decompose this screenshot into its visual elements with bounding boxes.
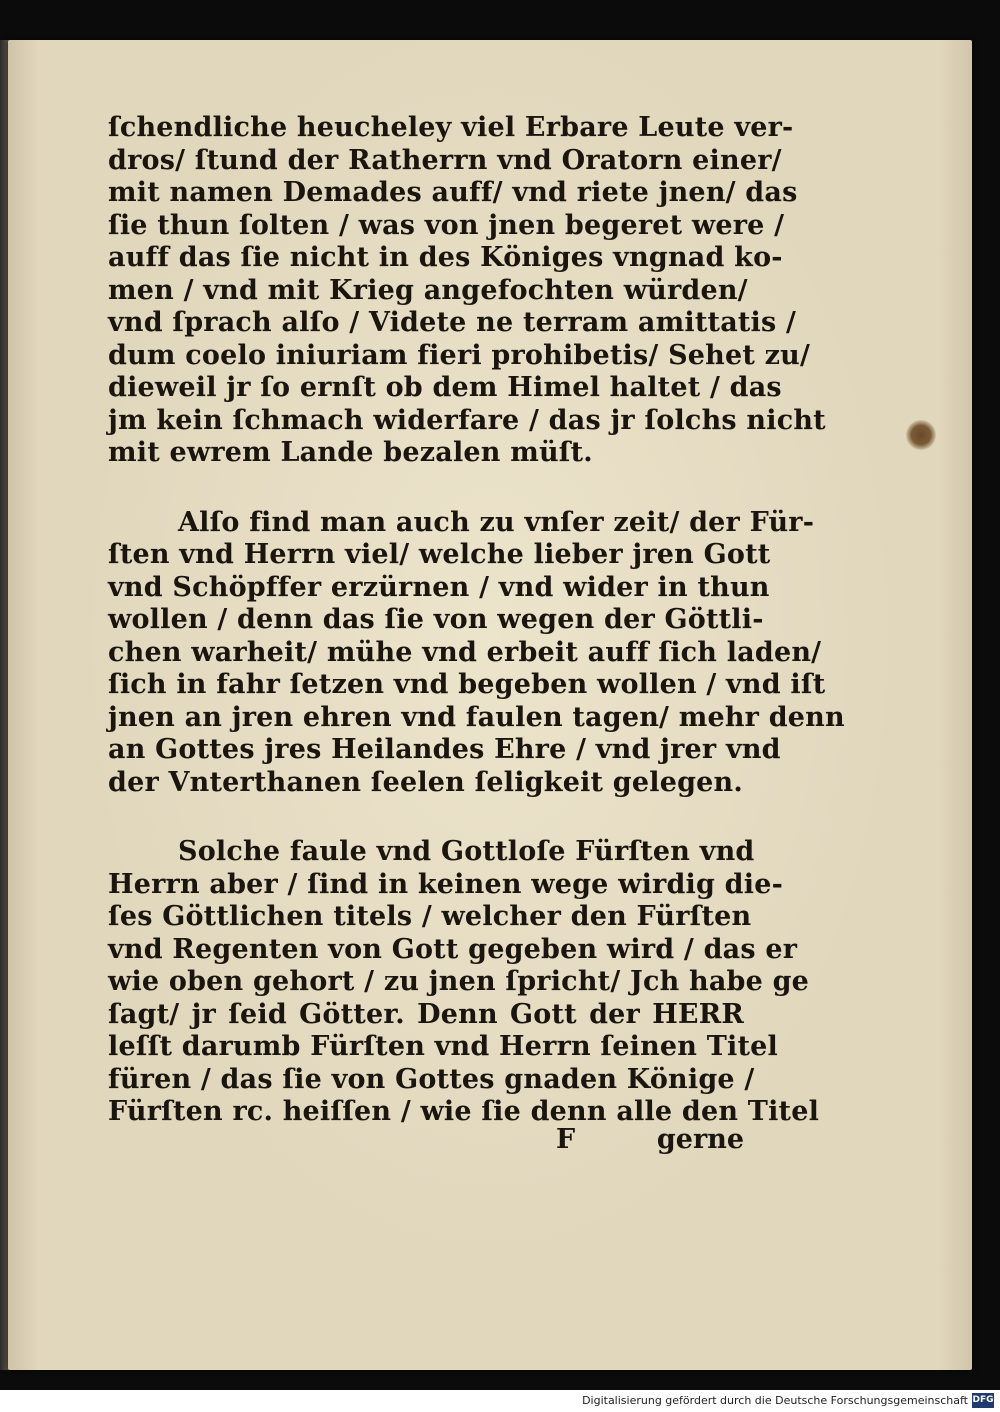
- text-line: der Vnterthanen ſeelen ſeligkeit gelegen.: [108, 766, 743, 798]
- text-line: vnd Schöpffer erzürnen / vnd wider in thun: [108, 571, 770, 603]
- text-line: ſie thun ſolten / was von jnen begeret were /: [108, 209, 785, 241]
- text-line: vnd ſprach alſo / Videte ne terram amittatis /: [108, 307, 797, 338]
- text-line: an Gottes jres Heilandes Ehre / vnd jrer vnd: [108, 734, 781, 765]
- paragraph-2: [108, 506, 845, 800]
- text-line: jnen an jren ehren vnd faulen tagen/ mehr denn: [108, 701, 845, 733]
- text-line: leſſt darumb Fürſten vnd Herrn ſeinen Titel: [108, 1031, 778, 1062]
- paper-stain: [906, 420, 936, 450]
- text-line: ſes Göttlichen titels / welcher den Fürſten: [108, 901, 752, 932]
- text-line: dieweil jr ſo ernſt ob dem Himel haltet / das: [108, 372, 782, 403]
- text-line: mit namen Demades auff/ vnd riete jnen/ das: [108, 177, 798, 208]
- text-line: vnd Regenten von Gott gegeben wird / das er: [108, 933, 798, 965]
- funding-credit: Digitalisierung gefördert durch die Deutsche Forschungsgemeinschaft: [582, 1394, 968, 1407]
- text-line: men / vnd mit Krieg angefochten würden/: [108, 274, 748, 306]
- catchword: gerne: [656, 1124, 744, 1155]
- text-line: chen warheit/ mühe vnd erbeit auff ſich laden/: [108, 636, 822, 668]
- text-line: auff das ſie nicht in des Königes vngnad ko-: [108, 242, 783, 273]
- text-line: jm kein ſchmach widerfare / das jr ſolchs nicht: [108, 404, 826, 436]
- paragraph-3: [108, 836, 820, 1129]
- text-line: Fürſten rc. heiſſen / wie ſie denn alle den Titel: [108, 1096, 820, 1127]
- text-line: ſich in fahr ſetzen vnd begeben wollen / vnd iſt: [108, 669, 826, 700]
- paragraph-1: [108, 112, 826, 470]
- text-line: ſagt/ jr ſeid Götter. Denn Gott der HERR: [108, 998, 744, 1030]
- page-footer: [108, 1120, 744, 1160]
- text-line: dros/ ſtund der Ratherrn vnd Oratorn einer/: [108, 144, 782, 176]
- text-line: Herrn aber / ſind in keinen wege wirdig die-: [108, 868, 783, 900]
- signature-mark: F: [556, 1124, 576, 1155]
- text-line: wie oben gehort / zu jnen ſpricht/ Jch habe ge: [108, 966, 810, 997]
- text-line: dum coelo iniuriam fieri prohibetis/ Sehet zu/: [108, 339, 811, 371]
- text-line: Solche faule vnd Gottloſe Fürſten vnd: [178, 836, 755, 867]
- text-line: ſchendliche heucheley viel Erbare Leute ver-: [108, 112, 794, 143]
- text-line: ſten vnd Herrn viel/ welche lieber jren Gott: [108, 539, 771, 570]
- text-line: mit ewrem Lande bezalen müſt.: [108, 437, 593, 468]
- text-line: Alſo find man auch zu vnſer zeit/ der Für-: [178, 506, 815, 538]
- page-text: [108, 112, 845, 1129]
- dfg-logo: DFG: [972, 1393, 994, 1408]
- text-line: füren / das ſie von Gottes gnaden Könige /: [108, 1063, 755, 1095]
- text-line: wollen / denn das ſie von wegen der Göttli-: [108, 604, 764, 635]
